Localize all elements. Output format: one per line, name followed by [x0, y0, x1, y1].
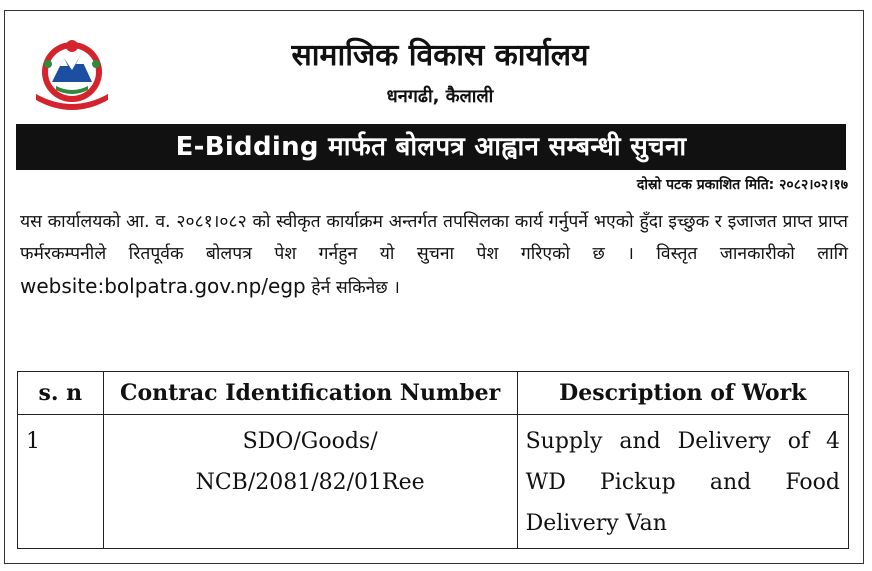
cell-description: Supply and Delivery of 4 WD Pickup and Food Delivery Van [517, 415, 848, 549]
publication-date: दोस्रो पटक प्रकाशित मिति: २०८२।०२।१७ [636, 177, 848, 193]
table-row [18, 415, 849, 549]
contract-id-line-2: NCB/2081/82/01Ree [195, 470, 425, 495]
notice-title-banner: E-Bidding मार्फत बोलपत्र आह्वान सम्बन्धी सुचना [16, 124, 846, 170]
nepal-government-emblem-icon [26, 34, 118, 114]
cell-contract-id [103, 415, 517, 549]
notice-text: यस कार्यालयको आ. व. २०८१।०८२ को स्वीकृत कार्याक्रम अन्तर्गत तपसिलका कार्य गर्नुपर्ने भएको हुँदा इच्छुक र इजाजत प्राप्त प्राप्त फर्मरकम्पनीले रितपूर्वक बोलपत्र पेश गर्नहुन यो सुचना पेश गरिएको छ । विस्तृत जानकारीको लागि [20, 212, 848, 264]
works-table [17, 371, 849, 549]
website-link[interactable]: website:bolpatra.gov.np/egp [20, 274, 306, 298]
contract-id-line-1: SDO/Goods/ [242, 429, 378, 454]
table-header-row [18, 372, 849, 415]
office-location: धनगढी, कैलाली [386, 86, 494, 107]
notice-tail: हेर्न सकिनेछ । [311, 278, 400, 298]
header-sn: s. n [18, 372, 104, 415]
header-contract-id: Contrac Identification Number [103, 372, 517, 415]
header-description: Description of Work [517, 372, 848, 415]
cell-sn: 1 [18, 415, 104, 549]
notice-body [20, 206, 848, 304]
office-name: सामाजिक विकास कार्यालय [291, 38, 589, 73]
